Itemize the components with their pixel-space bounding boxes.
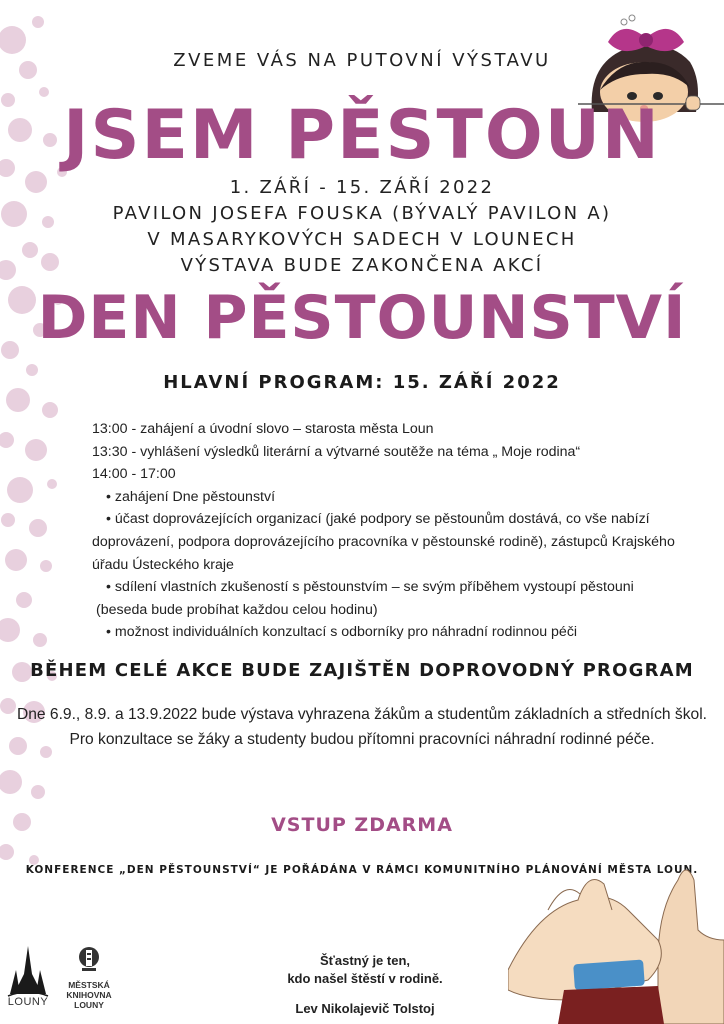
- program-line: • sdílení vlastních zkušeností s pěstounstvím – se svým příběhem vystoupí pěstouni: [106, 579, 634, 596]
- library-logo-text: MĚSTSKÁ KNIHOVNA LOUNY: [66, 980, 112, 1010]
- info-place: V MASARYKOVÝCH SADECH V LOUNECH: [147, 229, 577, 250]
- quote-line-2: kdo našel štěstí v rodině.: [287, 971, 443, 986]
- note-line-1: Dne 6.9., 8.9. a 13.9.2022 bude výstava vyhrazena žákům a studentům základních a středních škol.: [16, 706, 707, 723]
- louny-logo-text: LOUNY: [7, 996, 49, 1008]
- event-title: DEN PĚSTOUNSTVÍ: [37, 283, 687, 353]
- program-line: 14:00 - 17:00: [92, 466, 176, 483]
- program-line: 13:30 - vyhlášení výsledků literární a výtvarné soutěže na téma „ Moje rodina“: [92, 443, 581, 460]
- program-list: [92, 418, 702, 644]
- quote-line-1: Šťastný je ten,: [319, 953, 411, 968]
- invite-text: ZVEME VÁS NA PUTOVNÍ VÝSTAVU: [173, 50, 551, 71]
- louny-logo-icon: [6, 944, 50, 998]
- note-text: [0, 702, 724, 752]
- quote-author: Lev Nikolajevič Tolstoj: [295, 1001, 435, 1016]
- main-title: JSEM PĚSTOUN: [63, 96, 661, 175]
- note-line-2: Pro konzultace se žáky a studenty budou přítomni pracovníci náhradní rodinné péče.: [69, 731, 655, 748]
- info-venue: PAVILON JOSEFA FOUSKA (BÝVALÝ PAVILON A): [112, 203, 612, 224]
- library-logo-icon: [78, 946, 100, 976]
- entry-free: VSTUP ZDARMA: [271, 814, 453, 836]
- program-line: úřadu Ústeckého kraje: [92, 556, 234, 573]
- program-heading: HLAVNÍ PROGRAM: 15. ZÁŘÍ 2022: [163, 372, 561, 393]
- program-line: 13:00 - zahájení a úvodní slovo – starosta města Loun: [92, 421, 434, 437]
- info-ending: VÝSTAVA BUDE ZAKONČENA AKCÍ: [180, 255, 544, 276]
- side-program-heading: BĚHEM CELÉ AKCE BUDE ZAJIŠTĚN DOPROVODNÝ PROGRAM: [30, 660, 694, 681]
- program-line: • možnost individuálních konzultací s odborníky pro náhradní rodinnou péči: [106, 624, 578, 641]
- info-dates: 1. ZÁŘÍ - 15. ZÁŘÍ 2022: [229, 177, 495, 198]
- program-line: doprovázení, podpora doprovázejícího pracovníka v pěstounské rodině), zástupců Krajského: [92, 533, 675, 550]
- program-line: (beseda bude probíhat každou celou hodinu): [96, 601, 378, 618]
- conference-note: KONFERENCE „DEN PĚSTOUNSTVÍ“ JE POŘÁDÁNA V RÁMCI KOMUNITNÍHO PLÁNOVÁNÍ MĚSTA LOUN.: [25, 864, 699, 876]
- program-line: • zahájení Dne pěstounství: [106, 488, 276, 505]
- hands-illustration: [508, 850, 724, 1024]
- program-line: • účast doprovázejících organizací (jaké podpory se pěstounům dostává, co vše nabízí: [106, 511, 650, 528]
